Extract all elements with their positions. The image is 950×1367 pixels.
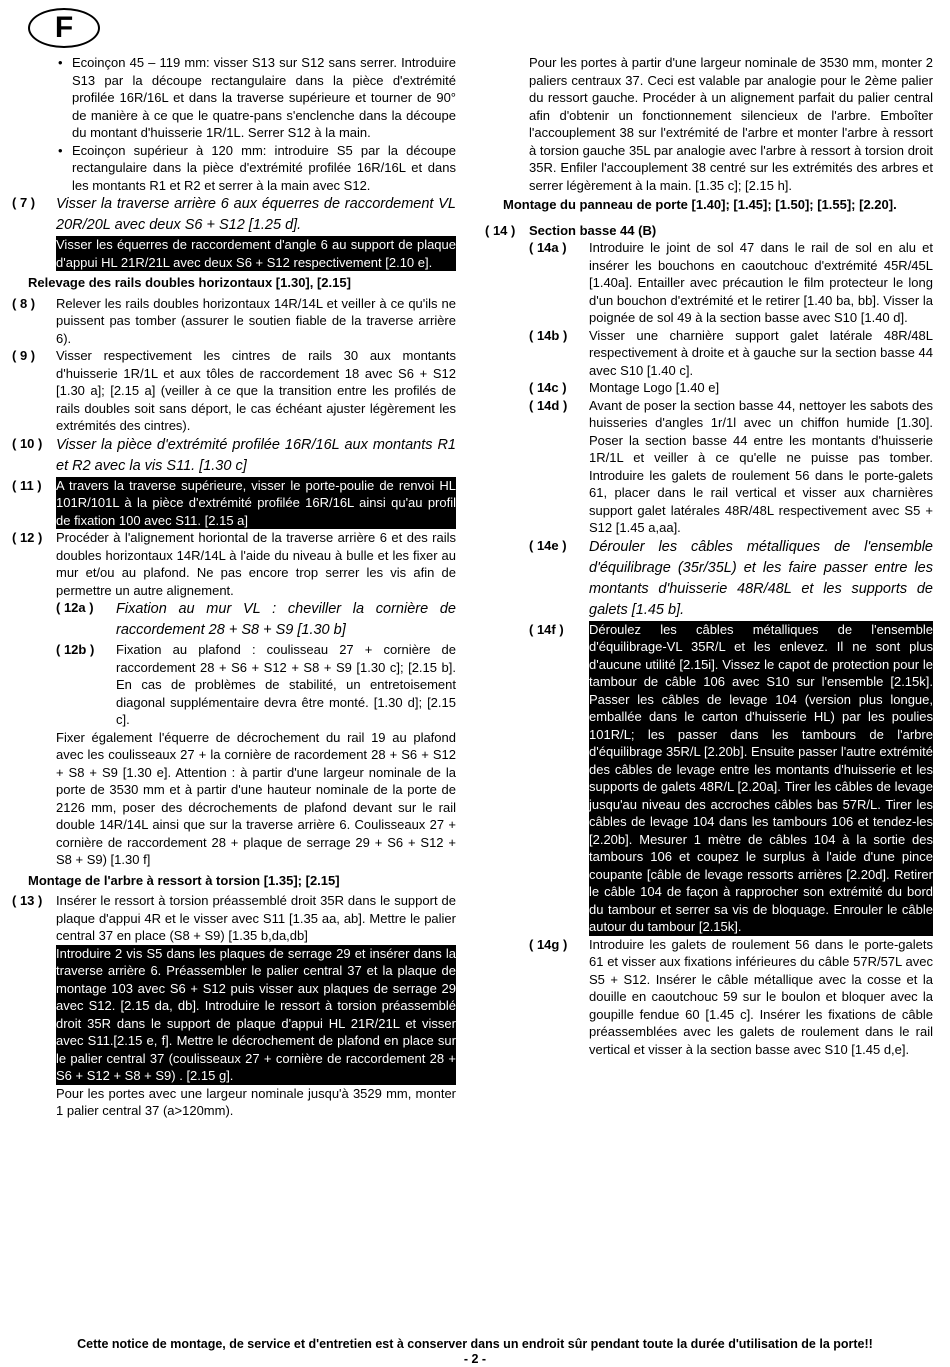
step-12a [56, 599, 456, 641]
step-number: ( 10 ) [12, 435, 43, 451]
section-heading: Relevage des rails doubles horizontaux [1.30], [2.15] [28, 275, 351, 290]
step-text: Dérouler les câbles métalliques de l'ensemble d'équilibrage (35r/35L) et les faire passer entre les montants d'huisserie 48R/48L et les supports de galets [1.45 b]. [589, 538, 933, 618]
step-text: Visser la pièce d'extrémité profilée 16R/16L aux montants R1 et R2 avec la vis S11. [1.30 c] [56, 436, 456, 474]
step-text: Introduire le joint de sol 47 dans le rail de sol en alu et insérer les bouchons en caoutchouc d'extrémité 45R/45L [1.40a]. Entailler avec précaution le film protecteur le long d'un bouchon d'extrémité et le retirer [1.40 ba, bb]. Visser la poignée de sol 49 à la section basse avec S10 [1.40 d]. [589, 240, 933, 325]
step-text: Fixation au plafond : coulisseau 27 + cornière de raccordement 28 + S6 + S12 + S8 + S9 [1.30 c]; [2.15 b]. En cas de problèmes de stabilité, un entretoisement diagonal supplémentaire devra être monté. [1.30 d]; [2.15 c]. [116, 642, 456, 727]
step-number: ( 14 ) [485, 222, 516, 238]
step-text: Visser la traverse arrière 6 aux équerres de raccordement VL 20R/20L avec deux S6 + S12 [1.25 d]. [56, 196, 456, 233]
step-12b [56, 641, 456, 729]
step-number: ( 14e ) [529, 537, 567, 553]
step-text: Visser respectivement les cintres de rails 30 aux montants d'huisserie 1R/1L et aux tôles de raccordement 18 avec S6 + S12 [1.30 a]; [2.15 a] (veiller à ce que la transition entre les profilés de rails doubles soit sans déport, le cas échéant ajuster légèrement les extrémités des cintres). [56, 348, 456, 433]
step-number: ( 14a ) [529, 240, 567, 255]
step-text: A travers la traverse supérieure, visser le porte-poulie de renvoi HL 101R/101L à la pièce d'extrémité profilée 16R/16L ainsi qu'au profil de fixation 100 avec S11. [2.15 a] [56, 477, 456, 528]
bullet-text: Ecoinçon 45 – 119 mm: visser S13 sur S12 sans serrer. Introduire S13 par la découpe rectangulaire dans la pièce d'extrémité profilée 16R/16L et dans la traverse supérieure et tourner de 90° de manière à ce que le quatre-pans s'enclenche dans la découpe du montant d'huisserie 1R/1L. Serrer S12 à la main. [72, 55, 456, 140]
step-14 [485, 222, 933, 240]
step-number: ( 11 ) [12, 477, 42, 493]
step-13-highlight: Introduire 2 vis S5 dans les plaques de serrage 29 et insérer dans la traverse arrière 6. Préassembler le palier central 37 et la plaque de montage 103 avec S6 + S12 puis visser aux plaques de serrage 29 avec S12. [2.15 da, db]. Introduire le ressort à torsion préassemblé droit 35R dans le support de plaque d'appui HL 21R/21L et visser avec S11.[2.15 e, f]. Mettre le décrochement de plafond en place sur le palier central 37 (coulisseaux 27 + cornière de raccordement 28 + S6 + S12 + S8 + S9) . [2.15 g]. [56, 945, 456, 1083]
step-number: ( 14f ) [529, 621, 564, 637]
step-number: ( 12b ) [56, 642, 95, 657]
right-column [485, 54, 933, 1058]
bullet-icon: • [58, 142, 63, 158]
bullet-text: Ecoinçon supérieur à 120 mm: introduire S5 par la découpe rectangulaire dans la pièce d'extrémité profilée 16R/16L et dans les montants R1 et R2 et serrer à la main avec S12. [72, 142, 456, 193]
paragraph: Pour les portes à partir d'une largeur nominale de 3530 mm, monter 2 paliers centraux 37. Ceci est valable par analogie pour le 2ème palier du ressort gauche. Procéder à un alignement parfait du palier central afin d'obtenir un fonctionnement silencieux de l'arbre. Emboîter l'accouplement 38 sur l'extrémité de l'arbre et monter l'arbre à ressort à torsion gauche 35L par analogie avec l'arbre à ressort à torsion droit 35R. Enfiler l'accouplement 38 centré sur les extrémités des arbres et serrer légèrement à la main. [1.35 c]; [2.15 h]. [529, 55, 933, 193]
step-number: ( 14g ) [529, 936, 568, 952]
step-14g [529, 936, 933, 1059]
step-9 [12, 347, 456, 435]
step-number: ( 12 ) [12, 530, 43, 545]
step-text: Déroulez les câbles métalliques de l'ensemble d'équilibrage-VL 35R/L et les enlevez. Il ne sont plus d'aucune utilité [2.15i]. Vissez le capot de protection pour le tambour de câble 106 avec S10 sur l'ensemble [2.15k]. Passer les câbles de levage 104 (version plus longue, emballée dans le carton d'huisserie HL) par les poulies 101R/L; les passer dans les tambours de l'arbre d'équilibrage 35R/L [2.20b]. Ensuite passer l'autre extrémité des câbles de levage entre les montants d'huisserie et les supports de galets 48R/L [2.20a]. Tirer les câbles de levage jusqu'au niveau des accroches câbles bas 57R/L. Tirer les câbles de levage 104 dans les tambours 106 et tendez-les [2.20b]. Mesurer 1 mètre de câbles 104 à la sortie des tambours 106 et coupez le surplus à l'aide d'une pince coupante [câble de levage ressorts arrières [2.20d]. Retirer le câble 104 de façon à rapprocher son extrémité du bord du tambour et serrer sa vis de bloquage. Enrouler le câble autour du tambour [2.15k]. [589, 621, 933, 934]
step-text: Procéder à l'alignement horiontal de la traverse arrière 6 et des rails doubles horizontaux 14R/14L à l'aide du niveau à bulle et les fixer au mur et/ou au plafond. Ne pas encore trop serrer les vis afin de permettre un autre alignement. [56, 530, 456, 598]
footer [0, 1337, 950, 1367]
step-14f [529, 621, 933, 936]
step-text: Visser une charnière support galet latérale 48R/48L respectivement à droite et à gauche sur la section basse 44 avec S10 [1.40 c]. [589, 327, 933, 378]
step-10 [12, 435, 456, 477]
step-number: ( 13 ) [12, 893, 43, 908]
step-14e [529, 537, 933, 621]
step-title: Section basse 44 (B) [529, 222, 657, 238]
step-number: ( 12a ) [56, 600, 94, 615]
step-13-note: Pour les portes avec une largeur nominale jusqu'à 3529 mm, monter 1 palier central 37 (a>120mm). [56, 1085, 456, 1118]
page-number: - 2 - [463, 1352, 487, 1366]
section-heading: Montage du panneau de porte [1.40]; [1.45]; [1.50]; [1.55]; [2.20]. [503, 197, 897, 212]
bullet-icon: • [58, 55, 63, 70]
step-number: ( 14c ) [529, 380, 567, 395]
footer-note: Cette notice de montage, de service et d'entretien est à conserver dans un endroit sûr pendant toute la durée d'utilisation de la porte!! [77, 1337, 873, 1351]
step-12 [12, 529, 456, 599]
step-text: Montage Logo [1.40 e] [589, 380, 720, 395]
step-number: ( 9 ) [12, 348, 36, 363]
step-number: ( 14b ) [529, 327, 568, 343]
step-14b [529, 327, 933, 380]
step-number: ( 8 ) [12, 295, 36, 311]
step-text: Relever les rails doubles horizontaux 14R/14L et veiller à ce qu'ils ne puissent pas tomber (assurer le soutien fiable de la traverse arrière 6). [56, 295, 456, 346]
step-text: Introduire les galets de roulement 56 dans le porte-galets 61 et visser aux fixations inférieures du câble 57R/57L avec S5 + S12. Insérer le câble métallique avec la cosse et la douille en caoutchouc 59 sur le boulon et bloquer avec la goupille fendue 60 [1.45 c]. Insérer les fixations de câble préassemblées avec les galets de roulement dans le rail vertical et visser à la section basse avec S10 [1.45 d,e]. [589, 936, 933, 1057]
step-7-highlight: Visser les équerres de raccordement d'angle 6 au support de plaque d'appui HL 21R/21L avec deux S6 + S12 respectivement [2.10 e]. [56, 237, 456, 270]
step-12-note: Fixer également l'équerre de décrochement du rail 19 au plafond avec les coulisseaux 27 + la cornière de racordement 28 + S6 + S12 + S8 + S9 [1.30 e]. Attention : à partir d'une largeur nominale de la porte de 3530 mm et à partir d'une hauteur nominale de la porte de 2126 mm, poser des décrochements de plafond devant sur le rail double 14R/14L ainsi que sur la traverse arrière 6. Coulisseaux 27 + cornière de raccordement 28 + plaque de serrage 29 + S6 + S12 + S8 + S9) [1.30 f] [56, 729, 456, 867]
step-13 [12, 892, 456, 945]
left-column [12, 54, 456, 1120]
step-text: Avant de poser la section basse 44, nettoyer les sabots des huisseries d'angles 1r/1l avec un chiffon humide [1.30]. Poser la section basse 44 entre les montants d'huisserie 1R/1L et veiller à ce qu'elle ne puisse pas tomber. Introduire les galets de roulement 56 dans le porte-galets 61, placer dans le rail vertical et visser aux charnières support galet latérales 48R/48L respectivement avec S5 + S12 [1.45 a,aa]. [589, 397, 933, 535]
bullet-item [58, 54, 456, 142]
step-number: ( 7 ) [12, 195, 36, 210]
step-number: ( 14d ) [529, 397, 568, 413]
bullet-item [58, 142, 456, 195]
step-text: Fixation au mur VL : cheviller la cornière de raccordement 28 + S8 + S9 [1.30 b] [116, 601, 456, 638]
step-11 [12, 477, 456, 530]
language-badge: F [28, 8, 100, 48]
step-7 [12, 194, 456, 236]
step-8 [12, 295, 456, 348]
step-14d [529, 397, 933, 537]
step-text: Insérer le ressort à torsion préassemblé droit 35R dans le support de plaque d'appui 4R et le visser avec S11 [1.35 aa, ab]. Mettre le palier central 37 en place (S8 + S9) [1.35 b,da,db] [56, 893, 456, 943]
section-heading: Montage de l'arbre à ressort à torsion [1.35]; [2.15] [28, 872, 340, 888]
step-14a [529, 239, 933, 327]
step-14c [529, 379, 933, 397]
